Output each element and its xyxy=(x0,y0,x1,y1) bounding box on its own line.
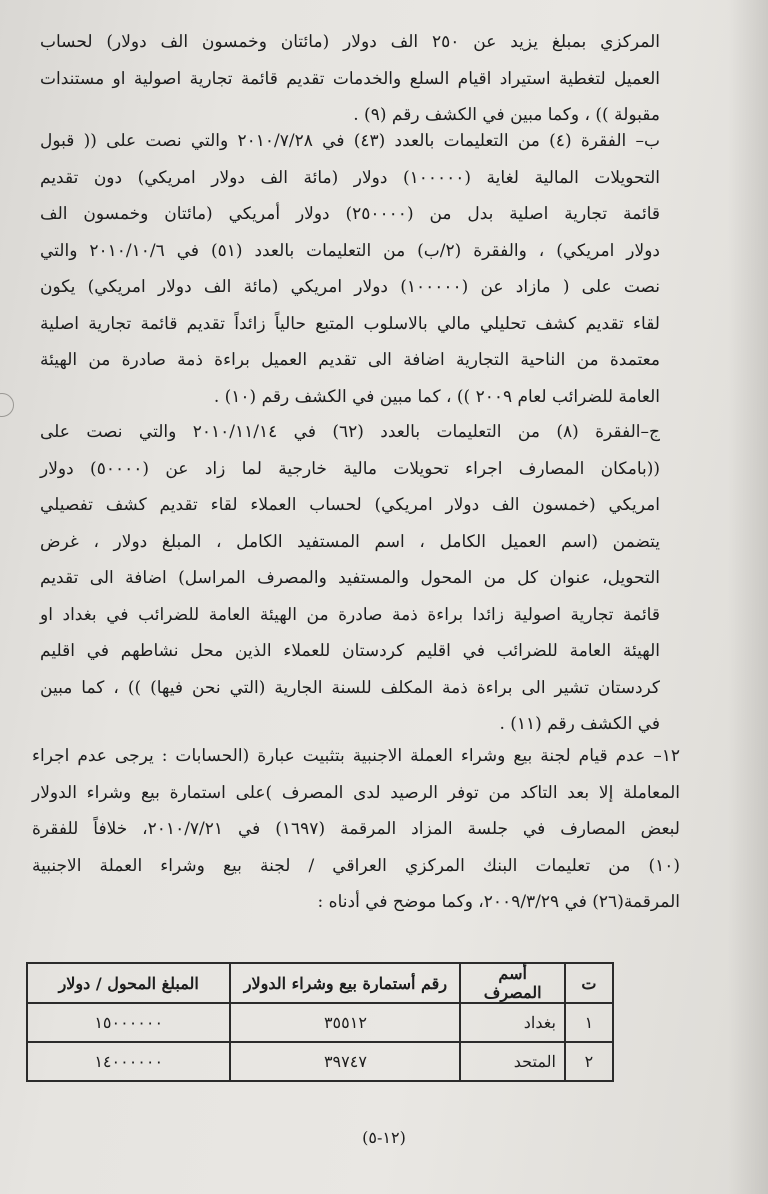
cell-form-number: ٣٩٧٤٧ xyxy=(230,1042,460,1081)
text-line: العميل لتغطية استيراد اقيام السلع والخدمات تقديم قائمة تجارية اصولية او مستندات xyxy=(40,68,660,89)
text-line: ب– الفقرة (٤) من التعليمات بالعدد (٤٣) في ٢٠١٠/٧/٢٨ والتي نصت على (( قبول xyxy=(40,131,660,151)
header-amount: المبلغ المحول / دولار xyxy=(27,963,230,1003)
cell-form-number: ٣٥٥١٢ xyxy=(230,1003,460,1042)
text-line: قائمة تجارية اصولية زائدا براءة ذمة صادرة من الهيئة العامة للضرائب في بغداد او xyxy=(40,604,660,625)
header-seq: ت xyxy=(565,963,613,1003)
text-line: ((بامكان المصارف اجراء تحويلات مالية خارجية لما زاد عن (٥٠٠٠٠) دولار xyxy=(40,458,660,479)
text-line: معتمدة من الناحية التجارية اضافة الى تقديم العميل براءة ذمة صادرة من الهيئة xyxy=(40,350,660,370)
text-line: دولار امريكي) ، والفقرة (٢/ب) من التعليمات بالعدد (٥١) في ٢٠١٠/١٠/٦ والتي xyxy=(40,240,660,261)
cell-bank-name: بغداد xyxy=(460,1003,564,1042)
text-line: امريكي (خمسون الف دولار امريكي) لحساب العملاء لقاء تقديم كشف تفصيلي xyxy=(40,495,660,515)
punch-hole xyxy=(0,393,14,417)
text-line: نصت على ( مازاد عن (١٠٠٠٠٠) دولار امريكي (مائة الف دولار امريكي) يكون xyxy=(40,277,660,297)
header-form-number: رقم أستمارة بيع وشراء الدولار xyxy=(230,963,460,1003)
text-line: المرقمة(٢٦) في ٢٠٠٩/٣/٢٩، وكما موضح في أدناه : xyxy=(317,892,680,912)
text-line: كردستان تشير الى براءة ذمة المكلف للسنة الجارية (التي نحن فيها) )) ، كما مبين xyxy=(40,677,660,698)
text-line: العامة للضرائب لعام ٢٠٠٩ )) ، كما مبين في الكشف رقم (١٠) . xyxy=(213,386,660,407)
cell-amount: ١٥٠٠٠٠٠٠ xyxy=(27,1003,230,1042)
transfers-table xyxy=(26,962,614,1082)
text-line: الهيئة العامة للضرائب في اقليم كردستان للعملاء الذين محل نشاطهم في اقليم xyxy=(40,641,660,661)
paragraph-b xyxy=(40,123,660,415)
paragraph-12 xyxy=(32,738,680,921)
text-line: ج–الفقرة (٨) من التعليمات بالعدد (٦٢) في ٢٠١٠/١١/١٤ والتي نصت على xyxy=(40,422,661,442)
text-line: لبعض المصارف في جلسة المزاد المرقمة (١٦٩٧) في ٢٠١٠/٧/٢١، خلافاً للفقرة xyxy=(32,819,680,839)
page-number: (١٢-٥) xyxy=(362,1128,406,1147)
cell-amount: ١٤٠٠٠٠٠٠ xyxy=(27,1042,230,1081)
table-row xyxy=(27,1042,613,1081)
text-line: مقبولة )) ، وكما مبين في الكشف رقم (٩) . xyxy=(353,105,660,125)
cell-seq: ٢ xyxy=(565,1042,613,1081)
text-line: المعاملة إلا بعد التاكد من توفر الرصيد لدى المصرف )على استمارة بيع وشراء الدولار xyxy=(32,782,680,803)
page-fold-shadow xyxy=(728,0,768,1194)
table-header-row xyxy=(27,963,613,1003)
text-line: المركزي بمبلغ يزيد عن ٢٥٠ الف دولار (مائتان وخمسون الف دولار) لحساب xyxy=(40,32,660,52)
text-line: التحويلات المالية لغاية (١٠٠٠٠٠) دولار (مائة الف دولار امريكي) دون تقديم xyxy=(40,167,660,188)
text-line: التحويل، عنوان كل من المحول والمستفيد والمصرف المراسل) اضافة الى تقديم xyxy=(40,568,660,588)
paragraph-a xyxy=(40,24,660,134)
cell-bank-name: المتحد xyxy=(460,1042,564,1081)
text-line: ١٢– عدم قيام لجنة بيع وشراء العملة الاجنبية بتثبيت عبارة (الحسابات : يرجى عدم اجراء xyxy=(32,746,680,766)
header-bank-name: أسم المصرف xyxy=(460,963,564,1003)
text-line: يتضمن (اسم العميل الكامل ، اسم المستفيد الكامل ، المبلغ دولار ، غرض xyxy=(40,531,660,552)
text-line: لقاء تقديم كشف تحليلي مالي بالاسلوب المتبع حالياً زائداً تقديم قائمة تجارية اصلية xyxy=(40,313,660,334)
table-row xyxy=(27,1003,613,1042)
text-line: في الكشف رقم (١١) . xyxy=(499,714,660,734)
paragraph-c xyxy=(40,414,660,743)
cell-seq: ١ xyxy=(565,1003,613,1042)
text-line: (١٠) من تعليمات البنك المركزي العراقي / لجنة بيع وشراء العملة الاجنبية xyxy=(32,855,680,876)
text-line: قائمة تجارية اصلية بدل من (٢٥٠٠٠٠) دولار أمريكي (مائتان وخمسون الف xyxy=(40,204,660,224)
